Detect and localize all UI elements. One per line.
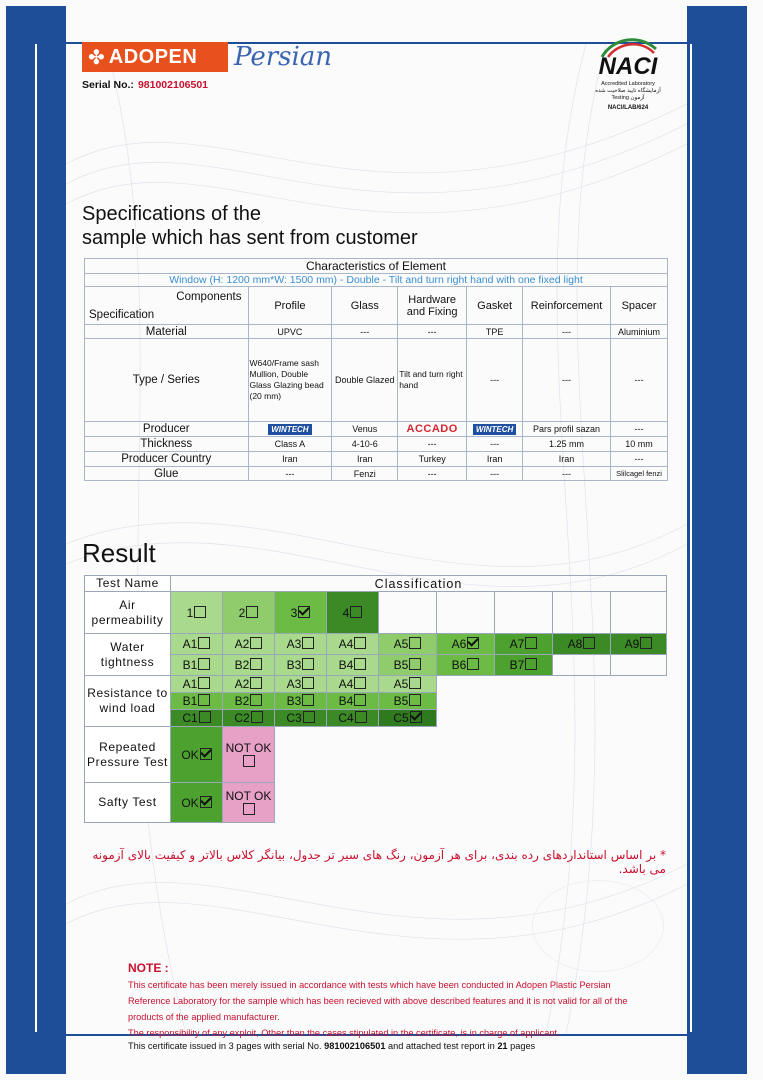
table-cell: Fenzi [332,467,398,481]
table-cell [398,422,467,437]
water-tightness-row-a [85,634,667,655]
air-class-1: 1 [171,592,223,634]
water-tightness-label: Water tightness [85,634,171,676]
checkbox-icon [409,658,421,670]
air-class-2: 2 [223,592,275,634]
checkbox-icon [525,637,537,649]
checkbox-icon [243,755,255,767]
water-class: B6 [437,655,495,676]
checkbox-icon [198,658,210,670]
air-class-4: 4 [327,592,379,634]
safety-test-label: Safty Test [85,783,171,823]
right-border-band [687,6,747,1074]
table-cell: Class A [248,437,332,452]
wind-class: A1 [171,676,223,693]
left-border-band [6,6,66,1074]
checkbox-icon [350,606,362,618]
col-header: Gasket [467,287,523,325]
table-cell: --- [398,467,467,481]
checkbox-checked-icon [200,796,212,808]
table-row [85,339,668,422]
water-class: B4 [327,655,379,676]
table-cell: Tilt and turn right hand [398,339,467,422]
water-class: A7 [495,634,553,655]
checkbox-icon [409,637,421,649]
table-cell: Double Glazed [332,339,398,422]
repeated-pressure-label: Repeated Pressure Test [85,727,171,783]
checkbox-icon [250,677,262,689]
checkbox-icon [250,694,262,706]
checkbox-icon [194,606,206,618]
water-class: A5 [379,634,437,655]
wind-class: B5 [379,693,437,710]
checkbox-checked-icon [467,637,479,649]
brand-name: ADOPEN [108,45,198,68]
checkbox-icon [354,694,366,706]
water-class: B5 [379,655,437,676]
checkbox-icon [409,677,421,689]
checkbox-icon [302,658,314,670]
wind-class: B4 [327,693,379,710]
water-class: B2 [223,655,275,676]
table-cell: 10 mm [611,437,668,452]
row-label: Producer [85,422,249,437]
row-label: Type / Series [85,339,249,422]
table-cell: --- [398,437,467,452]
water-class: A2 [223,634,275,655]
naci-subtitle: Accredited Laboratory آزمایشگاه تایید صلاحیت شده Testing آزمون [595,81,661,101]
checkbox-icon [250,658,262,670]
water-class: B7 [495,655,553,676]
water-class-a6: A6 [437,634,495,655]
table-cell: --- [467,437,523,452]
note-issue-line: This certificate issued in 3 pages with serial No. 981002106501 and attached test report in 21 pages [128,1041,536,1051]
table-cell: --- [611,339,668,422]
table-cell: Iran [523,452,611,467]
wind-class: C2 [223,710,275,727]
wind-load-row-a [85,676,667,693]
table-cell [467,422,523,437]
wind-load-label: Resistance to wind load [85,676,171,727]
table-cell: --- [398,325,467,339]
safety-test-row [85,783,667,823]
accado-logo: ACCADO [406,423,458,435]
classification-header: Classification [171,576,667,592]
table-cell: Aluminium [611,325,668,339]
table-cell: --- [523,467,611,481]
serial-number: Serial No.: 981002106501 [82,79,209,91]
wind-class: B3 [275,693,327,710]
checkbox-checked-icon [298,606,310,618]
table-cell: Pars profil sazan [523,422,611,437]
row-label: Material [85,325,249,339]
checkbox-icon [303,711,315,723]
table-cell: Slilcagel fenzi [611,467,668,481]
wind-class: A3 [275,676,327,693]
wind-class: B2 [223,693,275,710]
table-row [85,437,668,452]
table-row [85,467,668,481]
spec-table [84,258,668,481]
checkbox-icon [354,637,366,649]
wintech-logo: WINTECH [473,424,516,435]
water-class: A1 [171,634,223,655]
air-permeability-row [85,592,667,634]
window-description: Window (H: 1200 mm*W: 1500 mm) - Double - Tilt and turn right hand with one fixed light [85,274,668,287]
water-class: A9 [611,634,667,655]
checkbox-icon [199,711,211,723]
row-label: Thickness [85,437,249,452]
note-heading: NOTE : [128,961,169,975]
checkbox-icon [251,711,263,723]
note-body: This certificate has been merely issued in accordance with tests which have been conducted in Adopen Plastic Persian Reference Laboratory for the sample which has been recieved with above described features and it is not valid for all of the products of the applied manufacturer. The responsibility of any exploit, Other than the cases stipulated in the certificate, is in charge of applicant. [128,980,628,1038]
naci-logo [588,35,668,115]
embossed-seal [532,880,664,972]
checkbox-icon [198,637,210,649]
spec-corner-cell: Components Specification [85,287,249,325]
checkbox-icon [355,711,367,723]
adopen-symbol-icon: ✤ [88,46,105,69]
water-tightness-row-b [85,655,667,676]
checkbox-icon [243,803,255,815]
wind-class: C4 [327,710,379,727]
checkbox-icon [198,694,210,706]
table-row [85,422,668,437]
wintech-logo: WINTECH [268,424,311,435]
air-permeability-label: Air permeability [85,592,171,634]
result-title: Result [82,538,156,568]
checkbox-icon [354,658,366,670]
checkbox-icon [467,658,479,670]
air-class-3: 3 [275,592,327,634]
table-cell: --- [467,467,523,481]
wind-class: C1 [171,710,223,727]
wind-class: C3 [275,710,327,727]
table-cell: Iran [467,452,523,467]
water-class: B1 [171,655,223,676]
table-cell: Iran [332,452,398,467]
water-class: A3 [275,634,327,655]
checkbox-icon [246,606,258,618]
checkbox-icon [198,677,210,689]
checkbox-icon [354,677,366,689]
naci-title: NACI [598,53,658,80]
table-cell: --- [523,325,611,339]
adopen-logo [82,42,228,72]
col-header: Profile [248,287,332,325]
checkbox-icon [302,637,314,649]
checkbox-icon [250,637,262,649]
wind-class: A5 [379,676,437,693]
table-cell [248,422,332,437]
water-class: A8 [553,634,611,655]
table-cell: 1.25 mm [523,437,611,452]
table-cell: Turkey [398,452,467,467]
wind-class-c5: C5 [379,710,437,727]
table-cell: --- [523,339,611,422]
table-cell: --- [248,467,332,481]
table-cell: W640/Frame sash Mullion, Double Glass Glazing bead (20 mm) [248,339,332,422]
table-cell: Venus [332,422,398,437]
checkbox-icon [302,677,314,689]
pressure-ok: OK [171,727,223,783]
table-cell: --- [611,452,668,467]
naci-code: NACI/LAB/624 [607,105,649,111]
table-cell: --- [332,325,398,339]
wind-class: A4 [327,676,379,693]
pressure-not-ok: NOT OK [223,727,275,783]
table-cell: 4-10-6 [332,437,398,452]
col-header: Glass [332,287,398,325]
col-header: Hardware and Fixing [398,287,467,325]
checkbox-checked-icon [200,748,212,760]
water-class: A4 [327,634,379,655]
table-cell: Iran [248,452,332,467]
wind-class: B1 [171,693,223,710]
col-header: Reinforcement [523,287,611,325]
characteristics-header: Characteristics of Element [85,259,668,274]
wind-class: A2 [223,676,275,693]
checkbox-icon [409,694,421,706]
brand-sub: Persian [234,42,333,72]
safety-not-ok: NOT OK [223,783,275,823]
checkbox-icon [525,658,537,670]
checkbox-icon [302,694,314,706]
spec-title: Specifications of the sample which has sent from customer [82,203,418,249]
checkbox-checked-icon [410,711,422,723]
persian-note: * بر اساس استانداردهای رده بندی، برای هر آزمون، رنگ های سیر تر جدول، بیانگر کلاس بالاتر و کیفیت بالای آزمونه می باشد. [92,848,666,876]
table-row [85,325,668,339]
table-cell: --- [611,422,668,437]
col-header: Spacer [611,287,668,325]
safety-ok: OK [171,783,223,823]
test-name-header: Test Name [85,576,171,592]
table-cell: UPVC [248,325,332,339]
row-label: Glue [85,467,249,481]
table-cell: --- [467,339,523,422]
checkbox-icon [583,637,595,649]
water-class: B3 [275,655,327,676]
checkbox-icon [640,637,652,649]
repeated-pressure-row [85,727,667,783]
table-cell: TPE [467,325,523,339]
row-label: Producer Country [85,452,249,467]
table-row [85,452,668,467]
result-table [84,575,667,823]
